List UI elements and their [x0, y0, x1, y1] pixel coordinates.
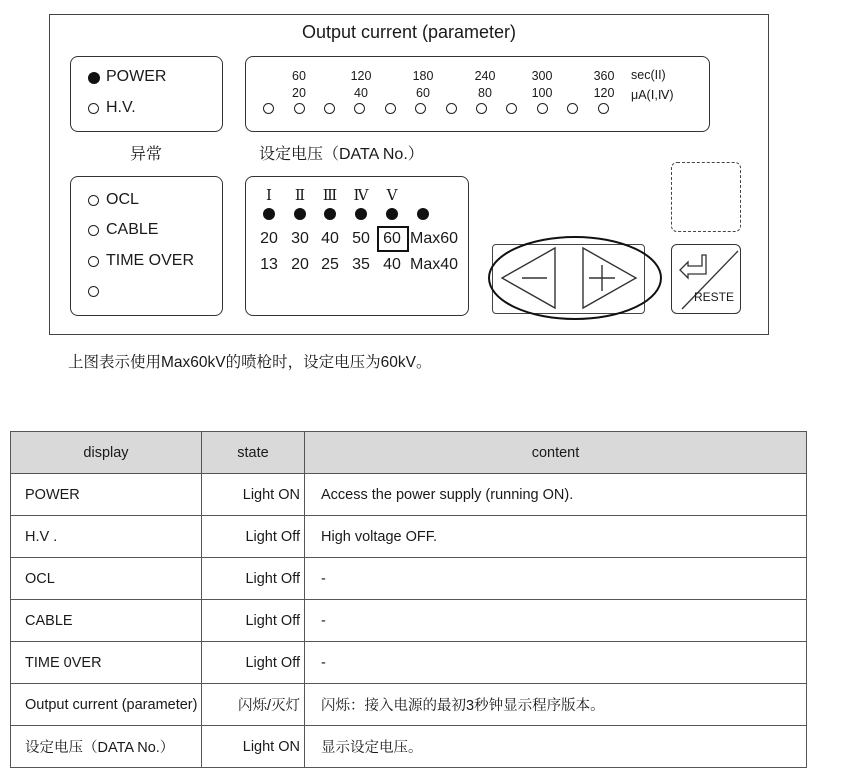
- data-row1-value: 30: [291, 230, 309, 247]
- output-sec-value: 300: [531, 69, 553, 83]
- reset-label: RESTE: [694, 290, 735, 304]
- content-cell: 显示设定电压。: [305, 726, 807, 768]
- output-sec-value: 240: [474, 69, 496, 83]
- output-ua-value: 80: [478, 86, 492, 100]
- table-header-row: [11, 432, 807, 474]
- output-sec-value: 360: [593, 69, 615, 83]
- output-lamp: [354, 103, 365, 114]
- output-ua-value: 100: [531, 86, 553, 100]
- data-lamp: [324, 208, 336, 220]
- table-row: [11, 516, 807, 558]
- data-row1-value: 20: [260, 230, 278, 247]
- data-lamp: [263, 208, 275, 220]
- data-roman-label: Ⅲ: [322, 186, 338, 204]
- cable-lamp: [88, 225, 99, 236]
- header-state: state: [202, 432, 305, 474]
- display-cell: OCL: [11, 558, 202, 600]
- output-lamp: [415, 103, 426, 114]
- output-ua-value: 40: [354, 86, 368, 100]
- state-cell: Light Off: [202, 600, 305, 642]
- header-content: content: [305, 432, 807, 474]
- display-cell: 设定电压（DATA No.）: [11, 726, 202, 768]
- output-lamp: [294, 103, 305, 114]
- ocl-label: OCL: [106, 191, 139, 208]
- hv-label: H.V.: [106, 99, 136, 116]
- table-row: [11, 474, 807, 516]
- data-lamp: [294, 208, 306, 220]
- output-sec-value: 120: [350, 69, 372, 83]
- state-cell: Light Off: [202, 642, 305, 684]
- output-lamp: [598, 103, 609, 114]
- display-cell: CABLE: [11, 600, 202, 642]
- data-row2-value: 25: [321, 256, 339, 273]
- output-lamp: [567, 103, 578, 114]
- output-lamp: [446, 103, 457, 114]
- table-row: [11, 684, 807, 726]
- data-roman-label: Ⅴ: [386, 186, 398, 204]
- data-row1-value: 50: [352, 230, 370, 247]
- cable-label: CABLE: [106, 221, 159, 238]
- data-row2-value: 35: [352, 256, 370, 273]
- hv-lamp: [88, 103, 99, 114]
- output-unit-sec: sec(II): [631, 68, 666, 82]
- data-roman-label: Ⅳ: [353, 186, 369, 204]
- panel-title: Output current (parameter): [301, 22, 517, 42]
- power-label: POWER: [106, 68, 167, 85]
- content-cell: -: [305, 642, 807, 684]
- arrow-buttons-svg: [485, 235, 665, 325]
- output-ua-value: 20: [292, 86, 306, 100]
- data-row1-max: Max60: [410, 230, 459, 247]
- data-lamp: [386, 208, 398, 220]
- state-cell: Light Off: [202, 516, 305, 558]
- data-roman-label: Ⅰ: [266, 186, 272, 204]
- state-cell: 闪烁/灭灯: [202, 684, 305, 726]
- table-row: [11, 558, 807, 600]
- display-cell: TIME 0VER: [11, 642, 202, 684]
- content-cell: High voltage OFF.: [305, 516, 807, 558]
- data-lamp: [417, 208, 429, 220]
- spare-lamp: [88, 286, 99, 297]
- display-cell: H.V .: [11, 516, 202, 558]
- output-lamp: [476, 103, 487, 114]
- data-row1-value: 40: [321, 230, 339, 247]
- data-roman-label: Ⅱ: [294, 186, 306, 204]
- time-over-label: TIME OVER: [106, 252, 195, 269]
- display-placeholder: [671, 162, 741, 232]
- increase-button[interactable]: [583, 248, 636, 308]
- decrease-button[interactable]: [502, 248, 555, 308]
- output-caption: 设定电压（DATA No.）: [259, 146, 424, 163]
- output-lamp: [506, 103, 517, 114]
- time-over-lamp: [88, 256, 99, 267]
- output-lamp: [324, 103, 335, 114]
- data-row2-value: 13: [260, 256, 278, 273]
- output-ua-value: 120: [593, 86, 615, 100]
- output-unit-ua: μA(Ⅰ,Ⅳ): [631, 88, 674, 102]
- data-row2-max: Max40: [410, 256, 459, 273]
- data-row2-value: 40: [383, 256, 401, 273]
- data-row2-value: 20: [291, 256, 309, 273]
- display-cell: POWER: [11, 474, 202, 516]
- status-caption: 异常: [130, 146, 163, 163]
- output-ua-value: 60: [416, 86, 430, 100]
- output-sec-value: 180: [412, 69, 434, 83]
- table-row: [11, 642, 807, 684]
- content-cell: -: [305, 600, 807, 642]
- data-lamp: [355, 208, 367, 220]
- reset-button[interactable]: [671, 244, 741, 314]
- state-cell: Light ON: [202, 474, 305, 516]
- status-table: [10, 431, 807, 768]
- table-row: [11, 600, 807, 642]
- ocl-lamp: [88, 195, 99, 206]
- output-sec-value: 60: [292, 69, 306, 83]
- header-display: display: [11, 432, 202, 474]
- output-lamp: [537, 103, 548, 114]
- state-cell: Light Off: [202, 558, 305, 600]
- display-cell: Output current (parameter): [11, 684, 202, 726]
- content-cell: 闪烁：接入电源的最初3秒钟显示程序版本。: [305, 684, 807, 726]
- content-cell: Access the power supply (running ON).: [305, 474, 807, 516]
- output-lamp: [385, 103, 396, 114]
- content-cell: -: [305, 558, 807, 600]
- state-cell: Light ON: [202, 726, 305, 768]
- note-text: 上图表示使用Max60kV的喷枪时，设定电压为60kV。: [68, 354, 432, 371]
- data-row1-value: 60: [383, 230, 401, 247]
- table-row: [11, 726, 807, 768]
- output-lamp: [263, 103, 274, 114]
- power-lamp: [88, 72, 100, 84]
